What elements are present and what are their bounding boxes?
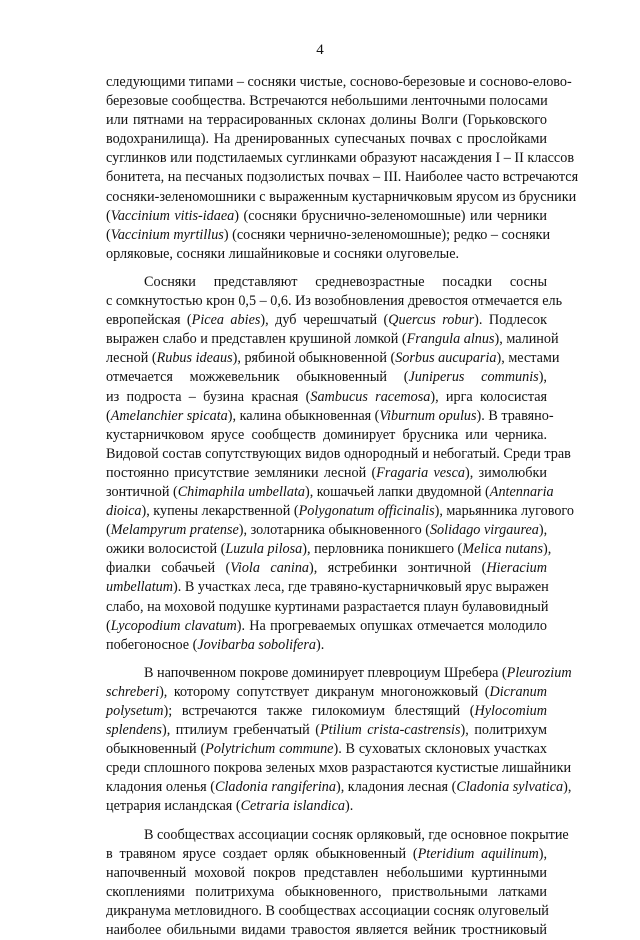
text-line: кустарничковом ярусе сообществ доминирует брусника или черника. <box>106 426 547 443</box>
page-number: 4 <box>316 42 324 58</box>
text-line: кладония оленья (Cladonia rangiferina), кладония лесная (Cladonia sylvatica), <box>106 779 572 796</box>
text-line: отмечается можжевельник обыкновенный (Juniperus communis), <box>106 369 547 386</box>
text-line: ожики волосистой (Luzula pilosa), перловника поникшего (Melica nutans), <box>106 541 552 558</box>
text-line: цетрария исландская (Cetraria islandica). <box>106 798 354 815</box>
text-line: среди сплошного покрова зеленых мхов разрастаются кустистые лишайники <box>106 760 572 777</box>
text-line: dioica), купены лекарственной (Polygonatum officinalis), марьянника лугового <box>106 503 574 520</box>
text-line: выражен слабо и представлен крушиной ломкой (Frangula alnus), малиной <box>106 331 559 348</box>
text-line: напочвенный моховой покров представлен небольшими куртинными <box>106 864 547 881</box>
text-line: дикранума метловидного. В сообществах ассоциации сосняк олуговелый <box>106 902 549 919</box>
text-line: splendens), птилиум гребенчатый (Ptilium crista-castrensis), политрихум <box>106 722 547 739</box>
text-line: побегоносное (Jovibarba sobolifera). <box>106 636 325 653</box>
text-line: или пятнами на террасированных склонах долины Волги (Горьковского <box>106 112 547 129</box>
text-line: скоплениями политрихума обыкновенного, приствольными латками <box>106 883 547 900</box>
body-text <box>106 73 579 940</box>
text-line: слабо, на моховой подушке куртинами разрастается плаун булавовидный <box>106 598 549 615</box>
text-line: европейская (Picea abies), дуб черешчатый (Quercus robur). Подлесок <box>106 312 547 329</box>
text-line: лесной (Rubus ideaus), рябиной обыкновенной (Sorbus aucuparia), местами <box>106 350 560 367</box>
text-line: В сообществах ассоциации сосняк орляковый, где основное покрытие <box>144 826 569 843</box>
text-line: (Lycopodium clavatum). На прогреваемых опушках отмечается молодило <box>106 617 547 634</box>
paragraph <box>106 73 579 264</box>
text-line: polysetum); встречаются также гилокомиум блестящий (Hylocomium <box>106 703 547 719</box>
text-line: Сосняки представляют средневозрастные посадки сосны <box>144 273 547 290</box>
text-line: с сомкнутостью крон 0,5 – 0,6. Из возобновления древостоя отмечается ель <box>106 293 563 310</box>
text-line: обыкновенный (Polytrichum commune). В суховатых склоновых участках <box>106 741 547 758</box>
text-line: Видовой состав сопутствующих видов однородный и небогатый. Среди трав <box>106 445 571 462</box>
paragraph <box>106 826 569 940</box>
text-line: сосняки-зеленомошники с выраженным кустарничковым ярусом из брусники <box>106 188 577 205</box>
text-line: зонтичной (Chimaphila umbellata), кошачьей лапки двудомной (Antennaria <box>106 483 554 500</box>
text-line: фиалки собачьей (Viola canina), ястребинки зонтичной (Hieracium <box>106 560 547 577</box>
text-line: в травяном ярусе создает орляк обыкновенный (Pteridium aquilinum), <box>106 845 547 862</box>
text-line: березовые сообщества. Встречаются небольшими ленточными полосами <box>106 93 548 110</box>
text-line: (Melampyrum pratense), золотарника обыкновенного (Solidago virgaurea), <box>106 522 548 539</box>
text-line: (Amelanchier spicata), калина обыкновенная (Viburnum opulus). В травяно- <box>106 407 554 424</box>
paragraph <box>106 664 572 817</box>
text-line: В напочвенном покрове доминирует плевроциум Шребера (Pleurozium <box>144 664 572 681</box>
paragraph <box>106 273 574 655</box>
text-line: наиболее обильными видами травостоя является вейник тростниковый <box>106 922 547 939</box>
text-line: (Vaccinium vitis-idaea) (сосняки бруснично-зеленомошные) или черники <box>106 207 547 224</box>
text-line: schreberi), которому сопутствует дикранум многоножковый (Dicranum <box>106 683 547 700</box>
text-line: umbellatum). В участках леса, где травяно-кустарничковый ярус выражен <box>106 579 549 596</box>
text-line: водохранилища). На дренированных супесчаных почвах с прослойками <box>106 131 547 148</box>
text-line: из подроста – бузина красная (Sambucus racemosa), ирга колосистая <box>106 388 548 405</box>
text-line: суглинков или подстилаемых суглинками образуют насаждения I – II классов <box>106 150 575 167</box>
text-line: следующими типами – сосняки чистые, сосново-березовые и сосново-елово- <box>106 74 572 90</box>
text-line: постоянно присутствие земляники лесной (Fragaria vesca), зимолюбки <box>106 464 547 481</box>
text-line: бонитета, на песчаных подзолистых почвах – III. Наиболее часто встречаются <box>106 169 579 186</box>
text-line: (Vaccinium myrtillus) (сосняки чернично-зеленомошные); редко – сосняки <box>106 226 551 243</box>
text-line: орляковые, сосняки лишайниковые и сосняки олуговелые. <box>106 245 460 262</box>
